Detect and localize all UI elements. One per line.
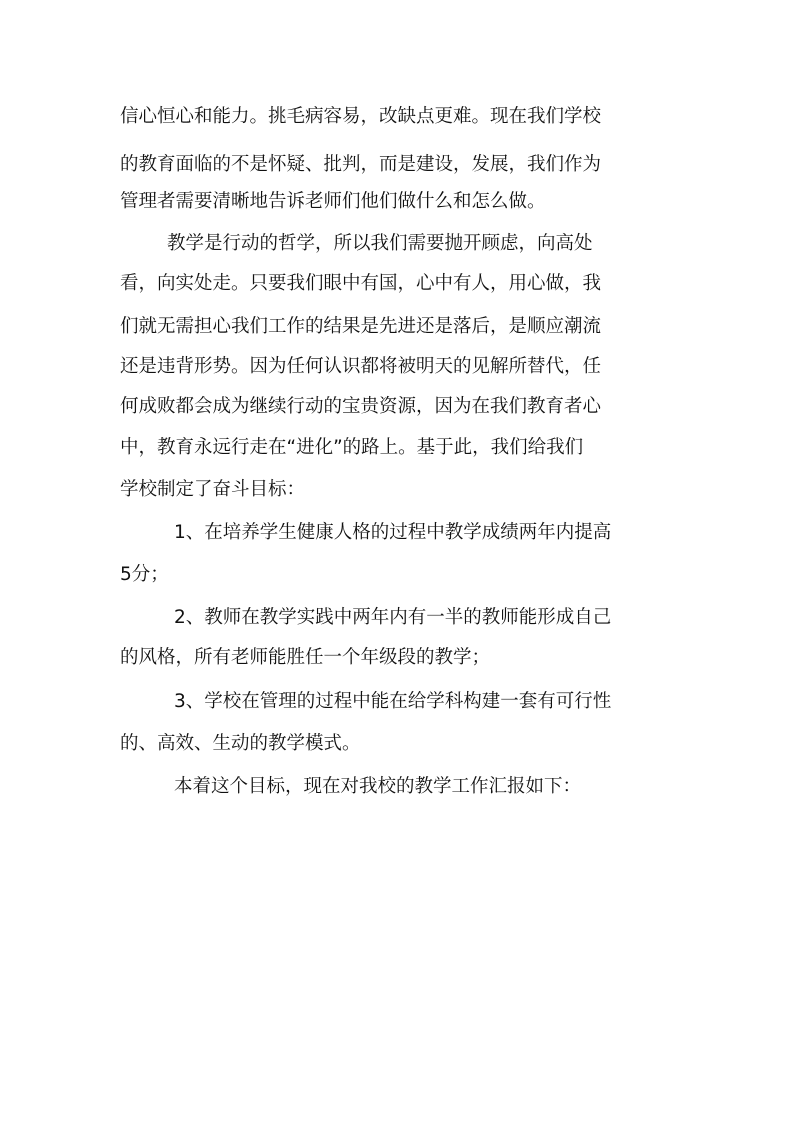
closing-line: 本着这个目标，现在对我校的教学工作汇报如下： [174, 776, 582, 797]
paragraph-line: 学校制定了奋斗目标： [120, 479, 306, 500]
paragraph-line: 5分； [120, 564, 169, 585]
paragraph-line: 何成败都会成为继续行动的宝贵资源，因为在我们教育者心 [120, 396, 602, 417]
paragraph-line: 还是违背形势。因为任何认识都将被明天的见解所替代，任 [120, 356, 602, 377]
paragraph-line: 们就无需担心我们工作的结果是先进还是落后，是顺应潮流 [120, 316, 602, 337]
goal-item-1: 1、在培养学生健康人格的过程中教学成绩两年内提高 [174, 522, 612, 543]
paragraph-line: 的教育面临的不是怀疑、批判，而是建设，发展，我们作为 [120, 154, 602, 175]
paragraph-line: 中，教育永远行走在“进化”的路上。基于此，我们给我们 [120, 437, 584, 458]
paragraph-line: 的、高效、生动的教学模式。 [120, 733, 361, 754]
paragraph-line: 的风格，所有老师能胜任一个年级段的教学； [120, 647, 491, 668]
paragraph-line: 看，向实处走。只要我们眼中有国，心中有人，用心做，我 [120, 273, 602, 294]
goal-item-2: 2、教师在教学实践中两年内有一半的教师能形成自己 [174, 607, 612, 628]
paragraph-line: 信心恒心和能力。挑毛病容易，改缺点更难。现在我们学校 [120, 106, 602, 127]
paragraph-line: 教学是行动的哲学，所以我们需要抛开顾虑，向高处 [167, 233, 593, 254]
paragraph-line: 管理者需要清晰地告诉老师们他们做什么和怎么做。 [120, 191, 546, 212]
goal-item-3: 3、学校在管理的过程中能在给学科构建一套有可行性 [174, 691, 612, 712]
